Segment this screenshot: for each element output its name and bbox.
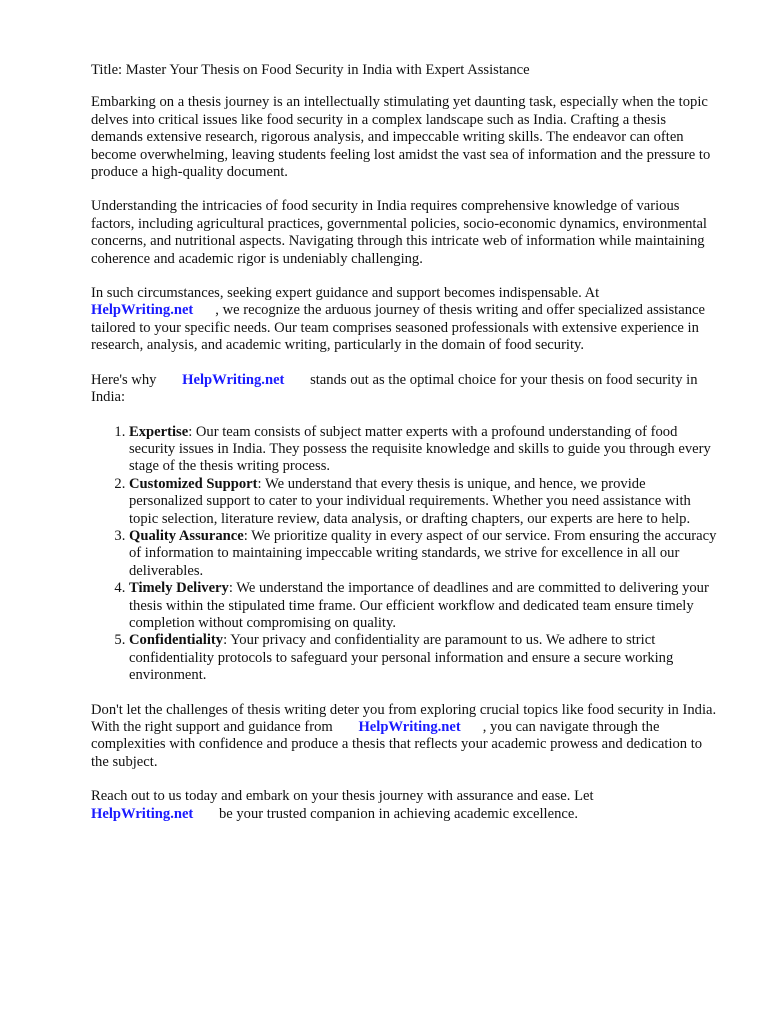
helpwriting-link-1[interactable]: HelpWriting.net <box>91 302 194 319</box>
list-item <box>129 476 720 528</box>
paragraph-reach-out-text-start: Reach out to us today and embark on your thesis journey with assurance and ease. Let <box>91 788 594 805</box>
paragraph-circumstances-text-start: In such circumstances, seeking expert guidance and support becomes indispensable. At <box>91 285 600 302</box>
paragraph-circumstances-text-end: , we recognize the arduous journey of thesis writing and offer specialized assistance tailored to your specific needs. Our team comprises seasoned professionals with extensive experience in research, analysis, and academic writing, particularly in the domain of food security. <box>91 302 705 354</box>
list-item <box>129 424 720 476</box>
paragraph-heres-why-text-start: Here's why <box>91 371 157 388</box>
list-item-text: : Your privacy and confidentiality are paramount to us. We adhere to strict confidentiality protocols to safeguard your personal information and ensure a secure working environment. <box>129 632 674 684</box>
list-item-term: Customized Support <box>129 475 258 492</box>
list-item-text: : We understand the importance of deadlines and are committed to delivering your thesis within the stipulated time frame. Our efficient workflow and dedicated team ensure timely completion without compromising on quality. <box>129 580 709 631</box>
paragraph-dont-let-text-end: , you can navigate through the complexities with confidence and produce a thesis that reflects your academic prowess and dedication to the subject. <box>91 719 703 770</box>
helpwriting-link-2[interactable]: HelpWriting.net <box>182 371 285 388</box>
paragraph-circumstances <box>91 285 720 355</box>
paragraph-heres-why <box>91 372 720 407</box>
helpwriting-link-3[interactable]: HelpWriting.net <box>358 719 461 735</box>
list-item <box>129 580 720 632</box>
paragraph-heres-why-text-end: stands out as the optimal choice for your thesis on food security in India: <box>91 371 698 406</box>
paragraph-dont-let <box>91 702 720 772</box>
helpwriting-link-4[interactable]: HelpWriting.net <box>91 805 194 822</box>
reasons-list <box>91 424 720 685</box>
list-item <box>129 632 720 684</box>
list-item-text: : Our team consists of subject matter experts with a profound understanding of food security issues in India. They possess the requisite knowledge and skills to guide you through every stage of the thesis writing process. <box>129 423 711 475</box>
paragraph-reach-out <box>91 788 720 823</box>
paragraph-reach-out-text-end: be your trusted companion in achieving academic excellence. <box>218 805 578 822</box>
list-item-text: : We prioritize quality in every aspect of our service. From ensuring the accuracy of information to maintaining impeccable writing standards, we strive for excellence in all our deliverables. <box>129 527 717 579</box>
paragraph-intro: Embarking on a thesis journey is an intellectually stimulating yet daunting task, especially when the topic delves into critical issues like food security in a complex landscape such as India. Crafting a thesis demands extensive research, rigorous analysis, and impeccable writing skills. The endeavor can often become overwhelming, leaving students feeling lost amidst the vast sea of information and the pressure to produce a high-quality document. <box>91 94 711 181</box>
list-item <box>129 528 720 580</box>
document-title: Title: Master Your Thesis on Food Security in India with Expert Assistance <box>91 62 530 78</box>
list-item-term: Confidentiality <box>129 632 224 649</box>
paragraph-dont-let-text-start: Don't let the challenges of thesis writing deter you from exploring crucial topics like food security in India. With the right support and guidance from <box>91 701 717 735</box>
paragraph-understanding: Understanding the intricacies of food security in India requires comprehensive knowledge of various factors, including agricultural practices, governmental policies, socio-economic dynamics, environmental concerns, and nutritional aspects. Navigating through this intricate web of information while maintaining coherence and academic rigor is undeniably challenging. <box>91 198 707 267</box>
list-item-term: Expertise <box>129 423 189 440</box>
list-item-text: : We understand that every thesis is unique, and hence, we provide personalized support to cater to your individual requirements. Whether you need assistance with topic selection, literature review, data analysis, or drafting chapters, our experts are here to help. <box>129 475 691 527</box>
list-item-term: Quality Assurance <box>129 527 244 544</box>
list-item-term: Timely Delivery <box>129 580 229 597</box>
